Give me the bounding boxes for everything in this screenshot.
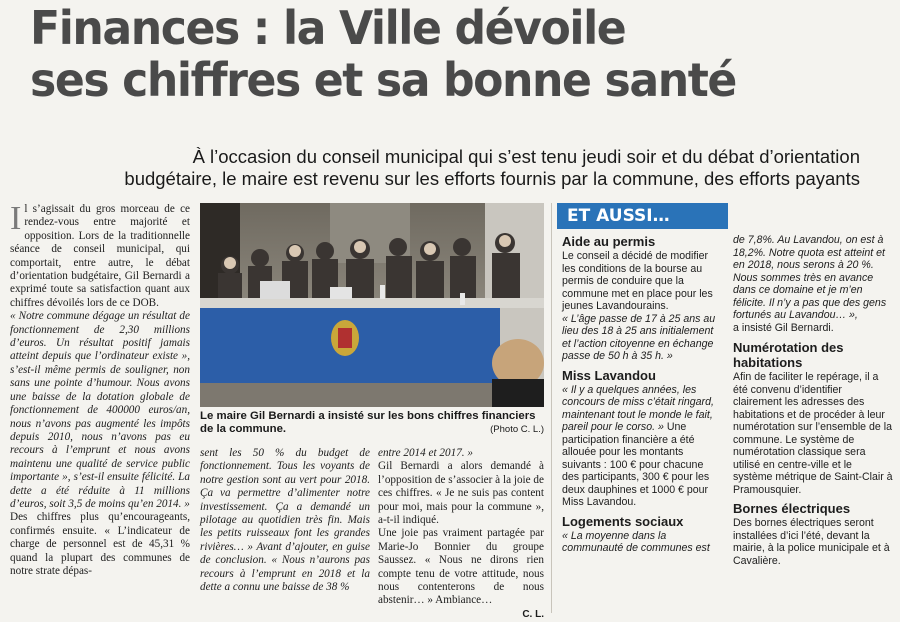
column-divider (551, 203, 552, 613)
byline (378, 608, 544, 621)
paragraph-col3-b: Gil Bernardi a alors demandé à l’opposition de s’associer à la joie de ces chiffres. « Je ne suis pas content pour moi, mais pour la commune », a-t-il indiqué. (378, 460, 544, 527)
section-aide-permis-title: Aide au permis (562, 234, 656, 249)
headline-line-1: Finances : la Ville dévoile (30, 1, 626, 55)
paragraph-col3-c: Une joie pas vraiment partagée par Marie-Jo Bonnier du groupe Saussez. « Nous ne dirons rien compte tenu de votre attitude, nous nous contenterons de nous abstenir… » Ambiance… (378, 527, 544, 607)
lede (60, 146, 860, 190)
section-logements-quote: « La moyenne dans la communauté de communes est (562, 529, 710, 554)
section-miss-quote: « Il y a quelques années, les concours de miss c’était ringard, maintenant tout le monde le fait, pareil pour le corso. » (562, 383, 714, 433)
section-bornes-title: Bornes électriques (733, 501, 851, 516)
paragraph-col2: sent les 50 % du budget de fonctionnement. Tous les voyants de notre gestion sont au vert pour 2018. Ça va permettre d’alimenter notre investissement. Ça a demandé un pilotage au quotidien très fin. Mais les petits ruisseaux font les grandes rivières… » Avant d’ajouter, en guise de conclusion. « Nous n’aurons pas recours à l’emprunt en 2018 et la dette a connu une baisse de 38 % (200, 447, 370, 594)
section-aide-permis-quote: « L’âge passe de 17 à 25 ans au lieu des 18 à 25 ans initialement et l’action citoyenne en échange passe de 50 h à 35 h. » (562, 312, 716, 362)
section-aide-permis-text: Le conseil a décidé de modifier les conditions de la bourse au permis de conduire que la commune met en place pour les jeunes Lavandourains. (562, 250, 713, 312)
paragraph-intro: l s’agissait du gros morceau de ce rendez-vous entre majorité et opposition. Lors de la traditionnelle séance de conseil municipal, qui comportait, entre autre, le débat d’orientation budgétaire, Gil Bernardi a exprimé toute sa satisfaction quant aux chiffres dévoilés lors de ce DOB. (10, 203, 190, 309)
sidebar-column-left (562, 234, 722, 555)
council-photo (200, 203, 544, 407)
paragraph-figures: Des chiffres plus qu’encourageants, confirmés ensuite. « L’indicateur de charge de personnel est de 45,31 % quand la plupart des communes de notre strate dépas- (10, 511, 190, 577)
dropcap: I (10, 200, 22, 237)
section-bornes-text: Des bornes électriques seront installées d’ici l’été, devant la mairie, à la police municipale et à Cavalière. (733, 517, 890, 567)
section-miss-body: Une participation financière a été allouée pour les montants suivants : 100 € pour chacune des participants, 300 € pour les deux dauphines et 1000 € pour Miss Lavandou. (562, 421, 710, 508)
lede-line-2: budgétaire, le maire est revenu sur les efforts fournis par la commune, des efforts payants (124, 168, 860, 189)
caption-text: Le maire Gil Bernardi a insisté sur les bons chiffres financiers de la commune. (200, 410, 536, 435)
headline (30, 2, 856, 106)
photo-credit: (Photo C. L.) (490, 424, 544, 435)
section-miss-text (562, 384, 722, 509)
article-column-3 (378, 447, 544, 621)
section-logements-continued: de 7,8%. Au Lavandou, on est à 18,2%. Notre quota est atteint et en 2018, nous serons à 20 %. Nous sommes très en avance dans ce domaine et je m’en félicite. Il n’y a pas que des gens fortunés au Lavandou… », (733, 234, 887, 321)
lede-line-1: À l’occasion du conseil municipal qui s’est tenu jeudi soir et du débat d’orientation (192, 146, 860, 167)
article-column-1 (10, 200, 190, 578)
photo-caption (200, 410, 544, 436)
paragraph-quote: « Notre commune dégage un résultat de fonctionnement de 2,30 millions d’euros. Un résultat positif jamais atteint depuis que l’ordinateur existe », s’est-il même permis de souligner, non sans une pointe d’humour. Nous avons une baisse de la dotation globale de fonctionnement de 400000 euros/an, nous n’avons pas augmenté les impôts depuis 2010, nous n’avons pas eu recours à l’emprunt et nous avons maintenu une qualité de service public importante », s’est-il ensuite félicité. La dette a été réduite à 11 millions d’euros, soit 3,5 de moins qu’en 2014. » (10, 310, 190, 510)
section-logements-title: Logements sociaux (562, 513, 684, 529)
sidebar-title: ET AUSSI… (557, 203, 728, 229)
headline-line-2: ses chiffres et sa bonne santé (30, 53, 736, 107)
section-miss-title: Miss Lavandou (562, 367, 656, 383)
sidebar-column-right (733, 234, 893, 567)
section-logements-attribution: a insisté Gil Bernardi. (733, 321, 834, 334)
signature: C. L. (522, 608, 544, 620)
article-column-2 (200, 447, 370, 594)
paragraph-col3-a: entre 2014 et 2017. » (378, 447, 473, 459)
section-numerotation-text: Afin de faciliter le repérage, il a été convenu d’identifier clairement les adresses des habitations et de procéder à leur numérotation sur l’ensemble de la commune. Le système de numérotation classique sera utilisé en centre-ville et le système métrique de Saint-Clair à Pramousquier. (733, 371, 893, 496)
council-meeting-image (200, 203, 544, 407)
section-numerotation-title: Numérotation des habitations (733, 340, 844, 370)
